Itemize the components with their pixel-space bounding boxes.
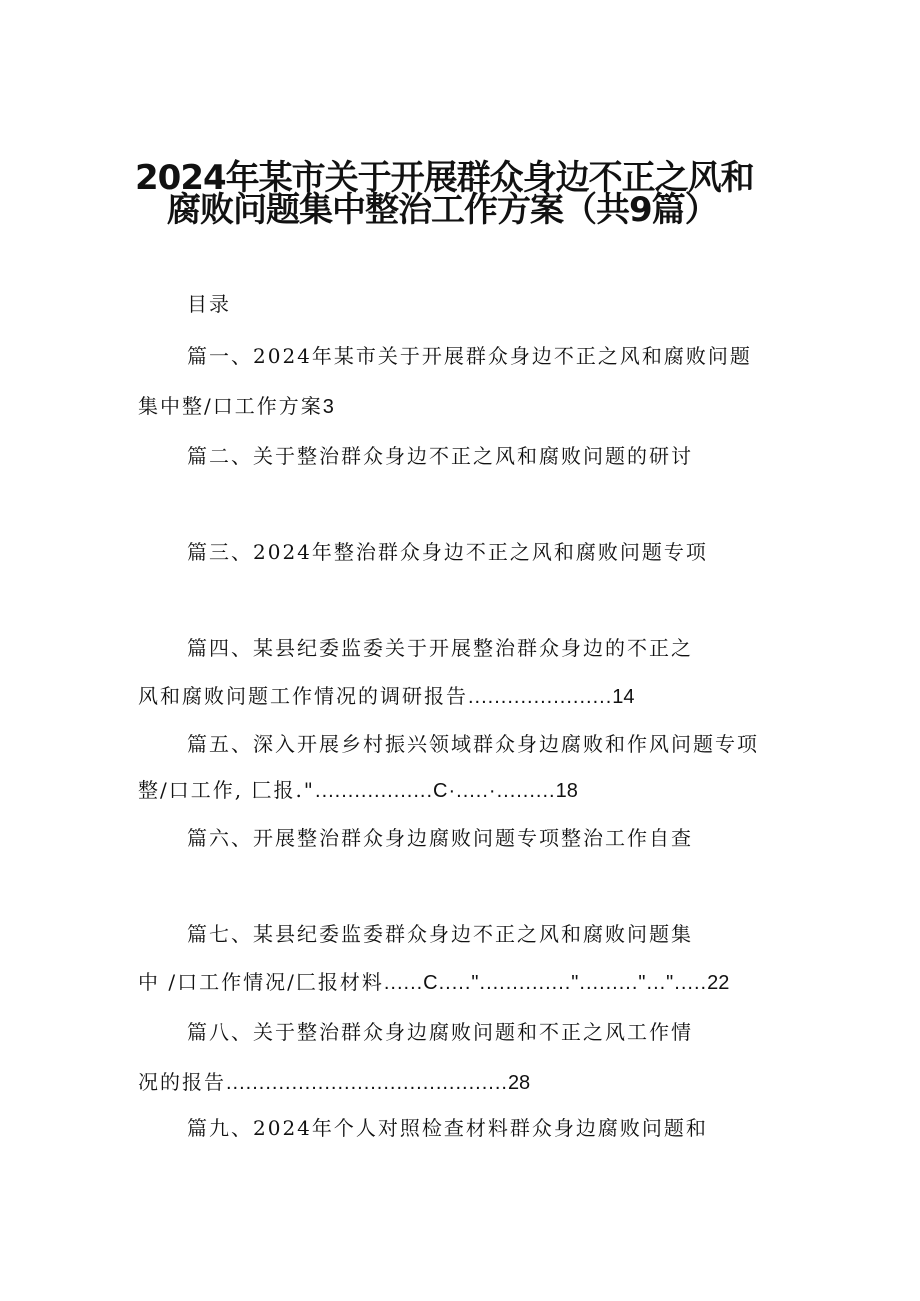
toc-entry-2-line-1: 篇二、关于整治群众身边不正之风和腐败问题的研讨	[187, 444, 693, 468]
toc-entry-4-page-number: 14	[612, 686, 635, 708]
toc-entry-4-text: 风和腐败问题工作情况的调研报告	[138, 684, 468, 708]
toc-entry-1-text: 集中整/口工作方案	[138, 394, 323, 418]
toc-entry-1-page-number: 3	[322, 396, 334, 418]
toc-entry-8-page-number: 28	[507, 1072, 531, 1094]
toc-entry-5-text: 整/口工作, 匚报."	[138, 778, 316, 802]
toc-heading: 目录	[187, 292, 231, 316]
toc-entry-8-line-2	[138, 1066, 530, 1095]
document-title-line-2: 腐败问题集中整治工作方案（共9篇）	[167, 190, 718, 230]
toc-entry-8-line-1: 篇八、关于整治群众身边腐败问题和不正之风工作情	[187, 1020, 693, 1044]
toc-entry-4-leader: ......................	[468, 686, 613, 708]
toc-entry-7-text: 中 /口工作情况/匚报材料	[138, 970, 384, 994]
toc-entry-7-leader: ......C.....".............."........."...".....	[383, 972, 708, 994]
toc-entry-6-line-1: 篇六、开展整治群众身边腐败问题专项整治工作自查	[187, 826, 693, 850]
toc-entry-8-leader: ...........................................	[226, 1072, 508, 1094]
toc-entry-4-line-1: 篇四、某县纪委监委关于开展整治群众身边的不正之	[187, 636, 693, 660]
toc-entry-5-page-number: 18	[555, 780, 578, 802]
toc-entry-3-line-1: 篇三、2024年整治群众身边不正之风和腐败问题专项	[187, 540, 708, 564]
toc-entry-5-leader: ..................C·.....·.........	[315, 780, 556, 802]
toc-entry-1-line-1: 篇一、2024年某市关于开展群众身边不正之风和腐败问题	[187, 344, 752, 368]
toc-entry-4-line-2	[138, 680, 635, 709]
toc-entry-1-line-2	[138, 390, 334, 419]
toc-entry-9-line-1: 篇九、2024年个人对照检查材料群众身边腐败问题和	[187, 1116, 708, 1140]
toc-entry-8-text: 况的报告	[138, 1070, 226, 1094]
toc-entry-5-line-2	[138, 774, 578, 803]
toc-entry-5-line-1: 篇五、深入开展乡村振兴领域群众身边腐败和作风问题专项	[187, 732, 759, 756]
toc-entry-7-page-number: 22	[707, 972, 730, 994]
toc-entry-7-line-1: 篇七、某县纪委监委群众身边不正之风和腐败问题集	[187, 922, 693, 946]
document-title-line-1: 2024年某市关于开展群众身边不正之风和	[135, 158, 754, 198]
toc-entry-7-line-2	[138, 966, 729, 995]
